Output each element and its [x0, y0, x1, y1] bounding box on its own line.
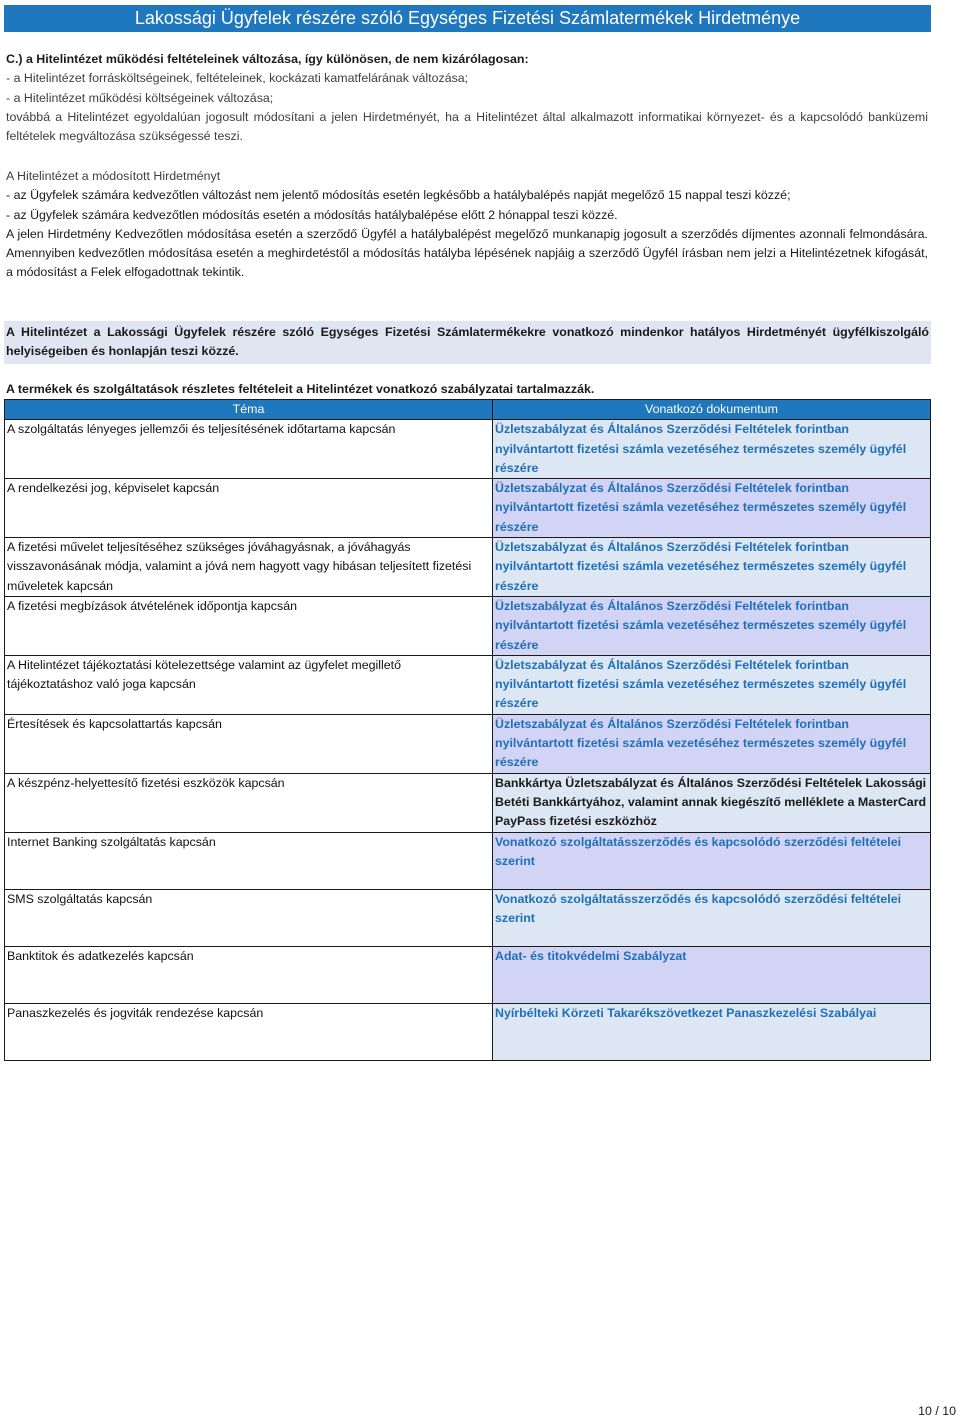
highlight-text: A Hitelintézet a Lakossági Ügyfelek részére szóló Egységes Fizetési Számlatermékekre vonatkozó mindenkor hatályos Hirdetményét ügyfélkiszolgáló helyiségeiben és honlapján teszi közzé. — [6, 325, 929, 359]
document-link[interactable]: Üzletszabályzat és Általános Szerződési Feltételek forintban nyilvántartott fizetési számla vezetéséhez természetes személy ügyfél részére — [493, 714, 931, 773]
document-link[interactable]: Vonatkozó szolgáltatásszerződés és kapcsolódó szerződési feltételei szerint — [493, 832, 931, 889]
table-row — [5, 420, 931, 479]
section-c-line: továbbá a Hitelintézet egyoldalúan jogosult módosítani a jelen Hirdetményét, ha a Hitelintézet által alkalmazott informatikai környezet- és a kapcsolódó banküzemi feltételek megváltozása szükségessé teszi. — [6, 109, 928, 144]
modification-item: - az Ügyfelek számára kedvezőtlen változást nem jelentő módosítás esetén legkésőbb a hatálybalépés napját megelőző 15 nappal teszi közzé; — [6, 188, 791, 203]
topic-cell: A készpénz-helyettesítő fizetési eszközök kapcsán — [5, 773, 493, 832]
table-row — [5, 946, 931, 1003]
topic-cell: A fizetési művelet teljesítéséhez szükséges jóváhagyásnak, a jóváhagyás visszavonásának módja, valamint a jóvá nem hagyott vagy hibásan teljesített fizetési műveletek kapcsán — [5, 538, 493, 597]
table-row — [5, 714, 931, 773]
table-row — [5, 773, 931, 832]
documents-table — [4, 399, 931, 1061]
topic-cell: Banktitok és adatkezelés kapcsán — [5, 946, 493, 1003]
page-header: Lakossági Ügyfelek részére szóló Egységes Fizetési Számlatermékek Hirdetménye — [4, 5, 931, 32]
modification-paragraph: A jelen Hirdetmény Kedvezőtlen módosítása esetén a szerződő Ügyfél a hatálybalépést megelőző munkanapig jogosult a szerződés díjmentes azonnali felmondására. Amennyiben kedvezőtlen módosítása esetén a meghirdetéstől a módosítás hatályba lépésének napjáig a szerződő Ügyfél írásban nem jelzi a Hitelintézetnek kifogását, a módosítást a Felek elfogadottnak tekintik. — [6, 226, 928, 280]
header-document: Vonatkozó dokumentum — [493, 400, 931, 420]
document-text: Bankkártya Üzletszabályzat és Általános Szerződési Feltételek Lakossági Betéti Bankkártyához, valamint annak kiegészítő melléklete a MasterCard PayPass fizetési eszközhöz — [493, 773, 931, 832]
document-link[interactable]: Üzletszabályzat és Általános Szerződési Feltételek forintban nyilvántartott fizetési számla vezetéséhez természetes személy ügyfél részére — [493, 596, 931, 655]
section-c-heading: C.) a Hitelintézet működési feltételeinek változása, így különösen, de nem kizárólagosan: — [6, 52, 529, 66]
table-row — [5, 832, 931, 889]
section-c — [6, 50, 928, 146]
topic-cell: Panaszkezelés és jogviták rendezése kapcsán — [5, 1003, 493, 1060]
modification-lead: A Hitelintézet a módosított Hirdetményt — [6, 169, 221, 183]
document-link[interactable]: Üzletszabályzat és Általános Szerződési Feltételek forintban nyilvántartott fizetési számla vezetéséhez természetes személy ügyfél részére — [493, 479, 931, 538]
page-number: 10 / 10 — [918, 1404, 956, 1418]
document-link[interactable]: Üzletszabályzat és Általános Szerződési Feltételek forintban nyilvántartott fizetési számla vezetéséhez természetes személy ügyfél részére — [493, 538, 931, 597]
modification-section — [6, 167, 928, 283]
topic-cell: SMS szolgáltatás kapcsán — [5, 889, 493, 946]
modification-item: - az Ügyfelek számára kedvezőtlen módosítás esetén a módosítás hatálybalépése előtt 2 hónappal teszi közzé. — [6, 207, 618, 222]
section-c-line: - a Hitelintézet forrásköltségeinek, feltételeinek, kockázati kamatfelárának változása; — [6, 71, 469, 86]
document-link[interactable]: Vonatkozó szolgáltatásszerződés és kapcsolódó szerződési feltételei szerint — [493, 889, 931, 946]
topic-cell: Internet Banking szolgáltatás kapcsán — [5, 832, 493, 889]
table-row — [5, 596, 931, 655]
document-link[interactable]: Nyírbélteki Körzeti Takarékszövetkezet Panaszkezelési Szabályai — [493, 1003, 931, 1060]
table-row — [5, 889, 931, 946]
table-row — [5, 1003, 931, 1060]
table-header-row — [5, 400, 931, 420]
topic-cell: A szolgáltatás lényeges jellemzői és teljesítésének időtartama kapcsán — [5, 420, 493, 479]
topic-cell: A rendelkezési jog, képviselet kapcsán — [5, 479, 493, 538]
topic-cell: A fizetési megbízások átvételének időpontja kapcsán — [5, 596, 493, 655]
topic-cell: Értesítések és kapcsolattartás kapcsán — [5, 714, 493, 773]
topic-cell: A Hitelintézet tájékoztatási kötelezettsége valamint az ügyfelet megillető tájékoztatáshoz való joga kapcsán — [5, 655, 493, 714]
header-topic: Téma — [5, 400, 493, 420]
table-row — [5, 538, 931, 597]
table-intro: A termékek és szolgáltatások részletes feltételeit a Hitelintézet vonatkozó szabályzatai tartalmazzák. — [6, 382, 595, 396]
table-row — [5, 655, 931, 714]
table-row — [5, 479, 931, 538]
highlight-box — [4, 321, 931, 364]
document-link[interactable]: Üzletszabályzat és Általános Szerződési Feltételek forintban nyilvántartott fizetési számla vezetéséhez természetes személy ügyfél részére — [493, 420, 931, 479]
document-link[interactable]: Adat- és titokvédelmi Szabályzat — [493, 946, 931, 1003]
section-c-line: - a Hitelintézet működési költségeinek változása; — [6, 90, 274, 105]
document-link[interactable]: Üzletszabályzat és Általános Szerződési Feltételek forintban nyilvántartott fizetési számla vezetéséhez természetes személy ügyfél részére — [493, 655, 931, 714]
